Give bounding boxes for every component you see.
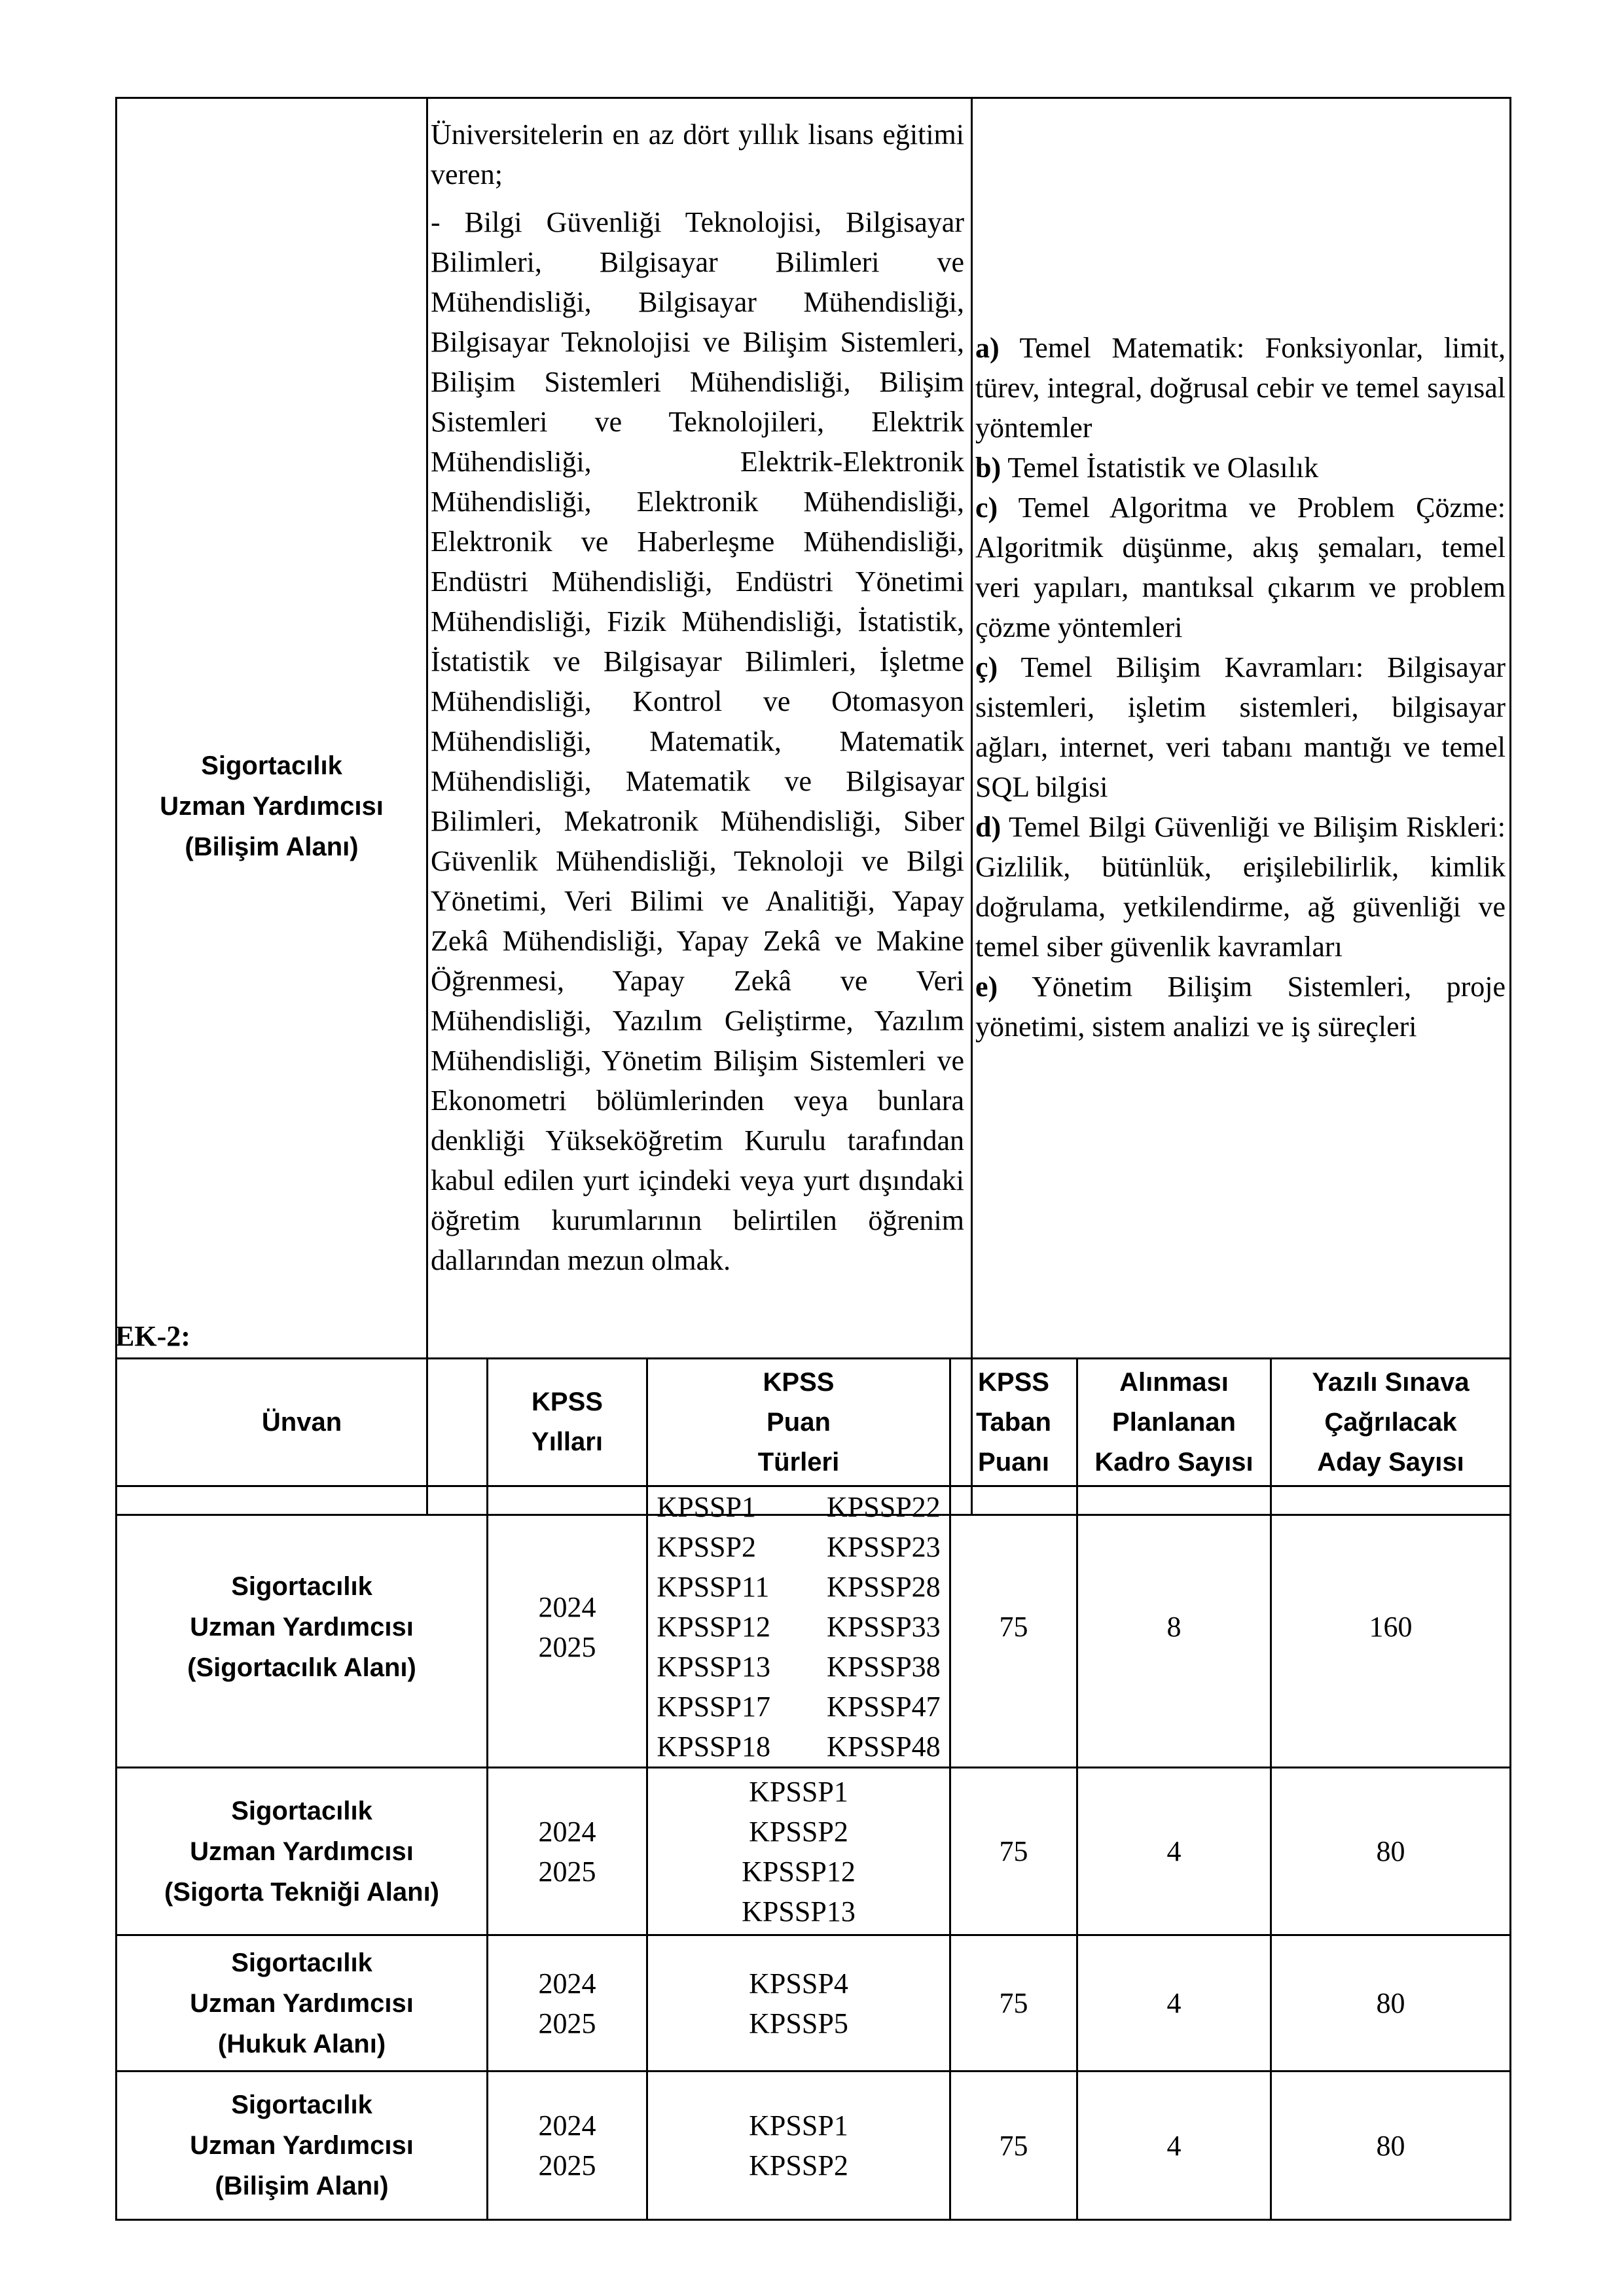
topic-letter: ç) xyxy=(975,651,998,683)
year-value: 2024 xyxy=(538,1815,596,1848)
exam-topic xyxy=(975,807,1506,967)
year-value: 2024 xyxy=(538,1967,596,2000)
staff-count-cell: 4 xyxy=(1077,1768,1271,1935)
header-line: Yazılı Sınava xyxy=(1312,1367,1470,1397)
table-row xyxy=(117,98,1511,1515)
header-line: Puan xyxy=(767,1407,831,1437)
position-title-cell xyxy=(117,1486,488,1768)
exam-topic xyxy=(975,647,1506,807)
position-title-line: (Sigortacılık Alanı) xyxy=(187,1653,416,1682)
table-row xyxy=(117,1486,1511,1768)
score-type: KPSSP2 xyxy=(749,2149,848,2181)
table-row xyxy=(117,1935,1511,2072)
topic-text: Temel Algoritma ve Problem Çözme: Algoritmik düşünme, akış şemaları, temel veri yapıları, mantıksal çıkarım ve problem çözme yöntemleri xyxy=(975,492,1506,643)
score-type: KPSSP5 xyxy=(749,2007,848,2039)
position-title-cell xyxy=(117,1768,488,1935)
position-title-line: Uzman Yardımcısı xyxy=(190,1988,414,2018)
score-type: KPSSP38 xyxy=(827,1651,941,1683)
score-type: KPSSP12 xyxy=(657,1611,770,1643)
header-unvan xyxy=(117,1359,488,1486)
header-line: Çağrılacak xyxy=(1324,1407,1457,1437)
score-type: KPSSP23 xyxy=(827,1531,941,1563)
education-departments: - Bilgi Güvenliği Teknolojisi, Bilgisayar Bilimleri, Bilgisayar Bilimleri ve Mühendisliği, Bilgisayar Mühendisliği, Bilgisayar Teknolojisi ve Bilişim Sistemleri, Bilişim Sistemleri Mühendisliği, Bilişim Sistemleri ve Teknolojileri, Elektrik Mühendisliği, Elektrik-Elektronik Mühendisliği, Elektronik Mühendisliği, Elektronik ve Haberleşme Mühendisliği, Endüstri Mühendisliği, Endüstri Yönetimi Mühendisliği, Fizik Mühendisliği, İstatistik, İstatistik ve Bilgisayar Bilimleri, İşletme Mühendisliği, Kontrol ve Otomasyon Mühendisliği, Matematik, Matematik Mühendisliği, Matematik ve Bilgisayar Bilimleri, Mekatronik Mühendisliği, Siber Güvenlik Mühendisliği, Teknoloji ve Bilgi Yönetimi, Veri Bilimi ve Analitiği, Yapay Zekâ Mühendisliği, Yapay Zekâ ve Makine Öğrenmesi, Yapay Zekâ ve Veri Mühendisliği, Yazılım Geliştirme, Yazılım Mühendisliği, Yönetim Bilişim Sistemleri ve Ekonometri bölümlerinden veya bunlara denkliği Yükseköğretim Kurulu tarafından kabul edilen yurt içindeki veya yurt dışındaki öğretim kurumlarının belirtilen öğrenim dallarından mezun olmak. xyxy=(431,206,964,1276)
header-line: Ünvan xyxy=(261,1407,342,1437)
year-value: 2025 xyxy=(538,2007,596,2039)
position-title-line: (Sigorta Tekniği Alanı) xyxy=(164,1877,440,1907)
topic-letter: d) xyxy=(975,811,1001,843)
exam-topic xyxy=(975,967,1506,1047)
education-requirements-cell xyxy=(427,98,972,1515)
table-row xyxy=(117,2072,1511,2220)
position-title-line: Sigortacılık xyxy=(231,1796,372,1825)
score-types-cell xyxy=(647,1935,950,2072)
topic-text: Temel İstatistik ve Olasılık xyxy=(1007,452,1319,484)
topic-text: Yönetim Bilişim Sistemleri, proje yönetimi, sistem analizi ve iş süreçleri xyxy=(975,971,1506,1043)
header-score-types xyxy=(647,1359,950,1486)
header-line: Puanı xyxy=(978,1447,1049,1477)
position-title-cell xyxy=(117,98,427,1515)
topic-letter: a) xyxy=(975,332,1000,364)
score-type: KPSSP18 xyxy=(657,1731,770,1763)
position-title-line: Uzman Yardımcısı xyxy=(190,1612,414,1641)
position-title-line: Sigortacılık xyxy=(231,2090,372,2119)
candidate-count-cell: 80 xyxy=(1271,1935,1511,2072)
score-type: KPSSP1 xyxy=(749,1775,848,1808)
score-types-cell xyxy=(647,1486,950,1768)
score-type: KPSSP12 xyxy=(742,1855,856,1888)
exam-topic xyxy=(975,328,1506,448)
header-line: Kadro Sayısı xyxy=(1094,1447,1254,1477)
position-title-line: (Bilişim Alanı) xyxy=(185,833,359,861)
position-title-line: Uzman Yardımcısı xyxy=(160,792,384,821)
header-line: KPSS xyxy=(978,1367,1049,1397)
score-type: KPSSP2 xyxy=(657,1531,756,1563)
kpss-table xyxy=(115,1357,1511,2221)
score-type: KPSSP2 xyxy=(749,1815,848,1848)
education-intro: Üniversitelerin en az dört yıllık lisans eğitimi veren; xyxy=(431,118,964,190)
years-cell xyxy=(488,1486,647,1768)
score-type: KPSSP28 xyxy=(827,1571,941,1603)
score-type: KPSSP1 xyxy=(749,2109,848,2142)
topic-text: Temel Bilişim Kavramları: Bilgisayar sistemleri, işletim sistemleri, bilgisayar ağları, internet, veri tabanı mantığı ve temel SQL bilgisi xyxy=(975,651,1506,803)
header-staff-count xyxy=(1077,1359,1271,1486)
position-title-cell xyxy=(117,1935,488,2072)
header-candidate-count xyxy=(1271,1359,1511,1486)
exam-topic xyxy=(975,488,1506,647)
base-score-cell: 75 xyxy=(950,1935,1077,2072)
years-cell xyxy=(488,1768,647,1935)
year-value: 2024 xyxy=(538,2109,596,2142)
position-title-line: (Hukuk Alanı) xyxy=(217,2029,386,2058)
header-line: Alınması xyxy=(1119,1367,1229,1397)
header-base-score xyxy=(950,1359,1077,1486)
score-type: KPSSP1 xyxy=(657,1491,756,1523)
score-type: KPSSP33 xyxy=(827,1611,941,1643)
section-label: EK-2: xyxy=(115,1320,190,1352)
position-title-line: Sigortacılık xyxy=(231,1571,372,1601)
score-type: KPSSP4 xyxy=(749,1967,848,2000)
exam-topics-cell xyxy=(972,98,1511,1515)
score-types-cell xyxy=(647,2072,950,2220)
candidate-count-cell: 160 xyxy=(1271,1486,1511,1768)
header-years xyxy=(488,1359,647,1486)
position-title-line: (Bilişim Alanı) xyxy=(215,2172,389,2200)
years-cell xyxy=(488,1935,647,2072)
position-title-line: Uzman Yardımcısı xyxy=(190,2131,414,2160)
candidate-count-cell: 80 xyxy=(1271,1768,1511,1935)
base-score-cell: 75 xyxy=(950,2072,1077,2220)
staff-count-cell: 8 xyxy=(1077,1486,1271,1768)
year-value: 2025 xyxy=(538,2149,596,2181)
exam-topic xyxy=(975,448,1506,488)
position-title-cell xyxy=(117,2072,488,2220)
score-type: KPSSP11 xyxy=(657,1571,770,1603)
position-title-line: Sigortacılık xyxy=(231,1948,372,1977)
score-types-grid xyxy=(657,1487,940,1767)
header-line: Yılları xyxy=(532,1427,603,1456)
topic-letter: e) xyxy=(975,971,998,1003)
topic-letter: b) xyxy=(975,452,1001,484)
year-value: 2025 xyxy=(538,1630,596,1663)
base-score-cell: 75 xyxy=(950,1768,1077,1935)
position-title-line: Sigortacılık xyxy=(201,751,342,780)
score-type: KPSSP13 xyxy=(657,1651,770,1683)
years-cell xyxy=(488,2072,647,2220)
table-header-row xyxy=(117,1359,1511,1486)
header-line: Aday Sayısı xyxy=(1317,1447,1464,1477)
header-line: Taban xyxy=(976,1407,1051,1437)
topic-letter: c) xyxy=(975,492,998,524)
position-title-line: Uzman Yardımcısı xyxy=(190,1837,414,1866)
staff-count-cell: 4 xyxy=(1077,2072,1271,2220)
candidate-count-cell: 80 xyxy=(1271,2072,1511,2220)
year-value: 2024 xyxy=(538,1590,596,1623)
topic-text: Temel Matematik: Fonksiyonlar, limit, türev, integral, doğrusal cebir ve temel sayısal yöntemler xyxy=(975,332,1506,444)
score-type: KPSSP17 xyxy=(657,1691,770,1723)
score-type: KPSSP13 xyxy=(742,1895,856,1928)
header-line: Türleri xyxy=(757,1447,840,1477)
header-line: KPSS xyxy=(763,1367,835,1397)
header-line: Planlanan xyxy=(1112,1407,1236,1437)
score-types-cell xyxy=(647,1768,950,1935)
base-score-cell: 75 xyxy=(950,1486,1077,1768)
topic-text: Temel Bilgi Güvenliği ve Bilişim Riskleri: Gizlilik, bütünlük, erişilebilirlik, kimlik doğrulama, yetkilendirme, ağ güvenliği ve temel siber güvenlik kavramları xyxy=(975,811,1506,963)
requirements-table xyxy=(115,97,1511,1516)
year-value: 2025 xyxy=(538,1855,596,1888)
table-row xyxy=(117,1768,1511,1935)
score-type: KPSSP22 xyxy=(827,1491,941,1523)
staff-count-cell: 4 xyxy=(1077,1935,1271,2072)
header-line: KPSS xyxy=(532,1388,603,1416)
score-type: KPSSP48 xyxy=(827,1731,941,1763)
score-type: KPSSP47 xyxy=(827,1691,941,1723)
